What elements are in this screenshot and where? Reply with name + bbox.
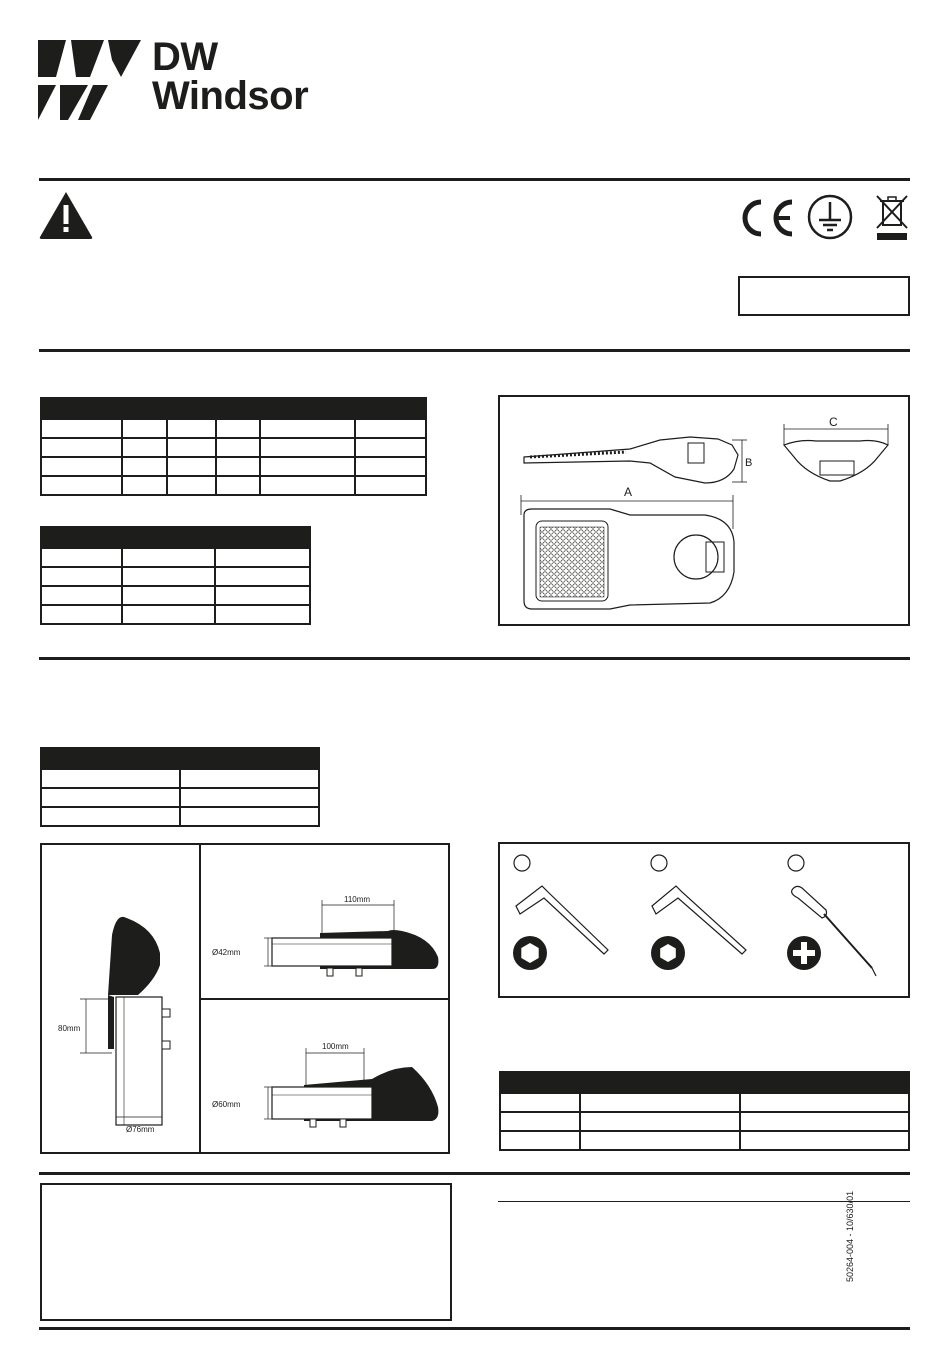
table-row (41, 605, 310, 624)
table-header-row (41, 398, 426, 419)
luminaire-end-view (784, 415, 888, 481)
divider (39, 178, 910, 181)
divider (39, 1172, 910, 1175)
table-header-row (41, 527, 310, 548)
post-top-height-label: 80mm (58, 1024, 81, 1033)
side-entry-mounting-diagram-2 (212, 1042, 438, 1127)
table-header-row (41, 748, 319, 769)
side-entry-1-diameter-label: Ø42mm (212, 948, 241, 957)
post-top-mounting-diagram (58, 917, 170, 1134)
warning-triangle-icon (38, 190, 94, 240)
hex-key-tool (651, 855, 746, 970)
table-row (41, 586, 310, 605)
screwdriver-tool (787, 855, 876, 976)
serial-number-box (738, 276, 910, 316)
divider (39, 1327, 910, 1330)
brand-logo (38, 40, 144, 127)
table-row (41, 807, 319, 826)
ce-mark-icon (735, 198, 795, 238)
side-entry-2-length-label: 100mm (322, 1042, 349, 1051)
tools-required-panel (498, 842, 910, 998)
divider (39, 657, 910, 660)
notes-box (40, 1183, 452, 1321)
table-row (41, 788, 319, 807)
mounting-spec-table (40, 747, 320, 827)
table-row (41, 769, 319, 788)
side-entry-1-length-label: 110mm (344, 895, 371, 904)
side-entry-2-diameter-label: Ø60mm (212, 1100, 241, 1109)
dimension-b-label: B (745, 457, 753, 469)
table-row (41, 419, 426, 438)
table-header-row (500, 1072, 909, 1093)
brand-name-line1: DW (152, 35, 218, 79)
brand-name-line2: Windsor (152, 74, 309, 118)
brand-name (152, 35, 309, 118)
side-entry-mounting-diagram-1 (212, 895, 438, 976)
product-spec-table (40, 397, 427, 496)
weee-crossed-bin-icon (874, 192, 910, 242)
table-row (41, 476, 426, 495)
mounting-diagrams-panel (40, 843, 450, 1154)
dimension-c-label: C (829, 415, 838, 429)
weight-spec-table (40, 526, 311, 625)
table-row (41, 548, 310, 567)
table-row (41, 438, 426, 457)
luminaire-side-view (524, 437, 752, 483)
dw-windsor-logo-icon (38, 40, 144, 122)
table-row (41, 567, 310, 586)
table-row (500, 1093, 909, 1112)
luminaire-dimension-diagram (498, 395, 910, 626)
document-code: 50264-004 - 10/630/01 (845, 1190, 855, 1282)
protective-earth-icon (806, 193, 854, 241)
table-row (41, 457, 426, 476)
dimension-a-label: A (624, 485, 633, 499)
post-top-diameter-label: Ø76mm (126, 1125, 155, 1134)
luminaire-plan-view (521, 485, 734, 609)
hex-key-tool (513, 855, 608, 970)
divider (39, 349, 910, 352)
